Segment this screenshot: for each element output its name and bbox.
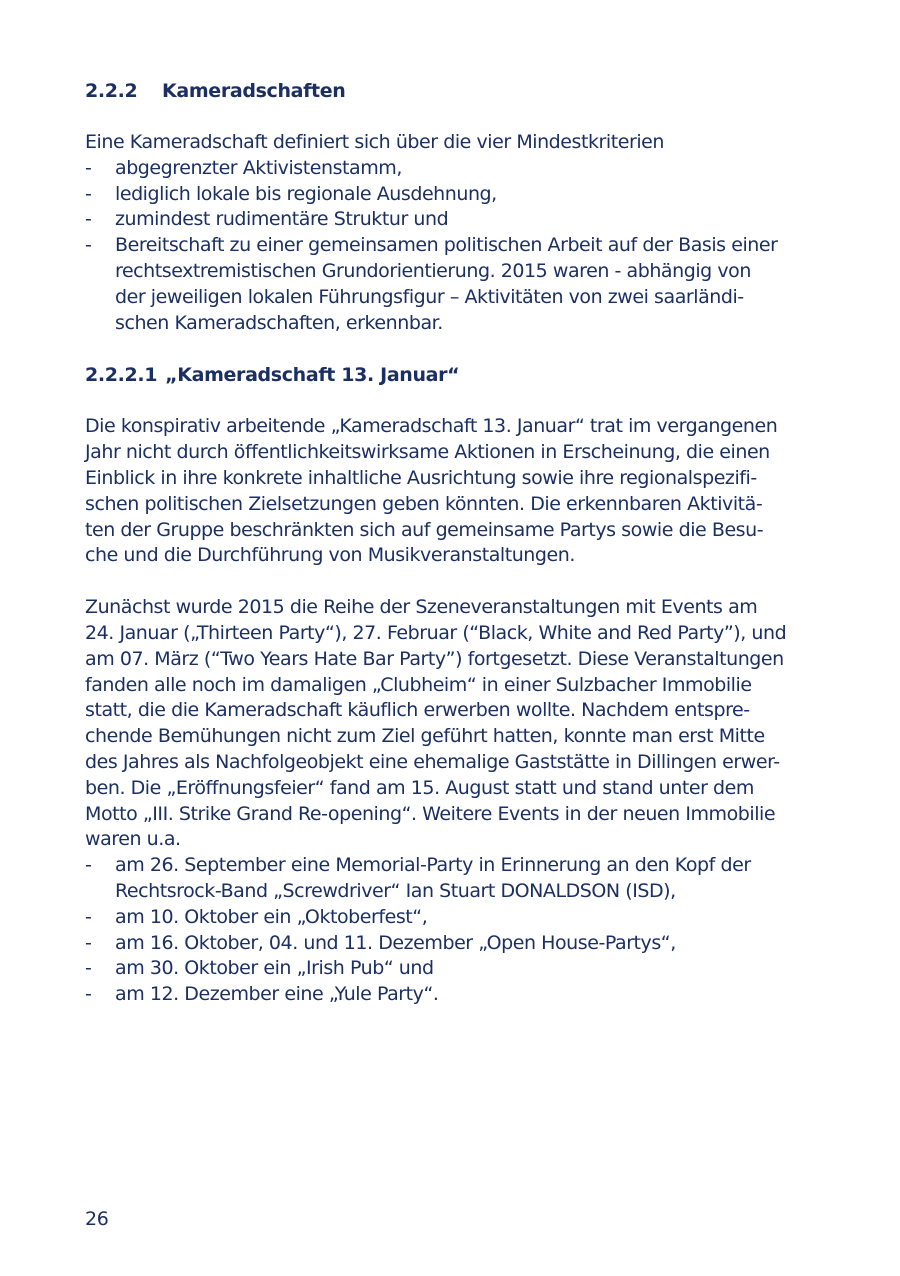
- paragraph-line: 24. Januar („Thirteen Party“), 27. Februar (“Black, White and Red Party”), und: [85, 621, 787, 644]
- paragraph-line: chende Bemühungen nicht zum Ziel geführt hatten, konnte man erst Mitte: [85, 725, 765, 748]
- criteria-item: [85, 156, 815, 182]
- paragraph-line: waren u.a.: [85, 828, 181, 851]
- paragraph-line: ben. Die „Eröffnungsfeier“ fand am 15. August statt und stand unter dem: [85, 776, 754, 799]
- criteria-continuation: rechtsextremistischen Grundorientierung. 2015 waren - abhängig von: [115, 259, 751, 282]
- paragraph-line: am 07. März (“Two Years Hate Bar Party”) fortgesetzt. Diese Veranstaltungen: [85, 647, 784, 670]
- paragraph-line: Motto „III. Strike Grand Re-opening“. Weitere Events in der neuen Immobilie: [85, 802, 776, 825]
- section-number: 2.2.2: [85, 80, 138, 102]
- document-page: [85, 78, 815, 1008]
- bullet-dash: -: [85, 957, 92, 980]
- criteria-text: lediglich lokale bis regionale Ausdehnung,: [115, 182, 497, 205]
- bullet-dash: -: [85, 208, 92, 231]
- bullet-dash: -: [85, 234, 92, 257]
- paragraph-line: Einblick in ihre konkrete inhaltliche Ausrichtung sowie ihre regionalspezifi-: [85, 466, 757, 489]
- paragraph-2: [85, 595, 815, 853]
- events-list: [85, 853, 815, 1008]
- bullet-dash: -: [85, 182, 92, 205]
- criteria-text: abgegrenzter Aktivistenstamm,: [115, 156, 402, 179]
- event-text: am 30. Oktober ein „Irish Pub“ und: [115, 957, 434, 980]
- event-item: [85, 931, 815, 957]
- event-text: am 10. Oktober ein „Oktoberfest“,: [115, 905, 428, 928]
- event-item: [85, 905, 815, 931]
- event-item: [85, 956, 815, 982]
- paragraph-line: fanden alle noch im damaligen „Clubheim“ in einer Sulzbacher Immobilie: [85, 673, 752, 696]
- criteria-text: Bereitschaft zu einer gemeinsamen politischen Arbeit auf der Basis einer: [115, 234, 778, 257]
- bullet-dash: -: [85, 983, 92, 1006]
- event-text: am 26. September eine Memorial-Party in Erinnerung an den Kopf der: [115, 854, 751, 877]
- event-item: [85, 982, 815, 1008]
- subsection-number: 2.2.2.1: [85, 364, 158, 387]
- event-text: am 16. Oktober, 04. und 11. Dezember „Open House-Partys“,: [115, 931, 676, 954]
- section-intro: Eine Kameradschaft definiert sich über die vier Mindestkriterien: [85, 131, 664, 153]
- paragraph-1: [85, 414, 815, 569]
- bullet-dash: -: [85, 156, 92, 179]
- bullet-dash: -: [85, 854, 92, 877]
- page-number: 26: [85, 1208, 109, 1230]
- subsection-heading: [85, 362, 815, 388]
- bullet-dash: -: [85, 905, 92, 928]
- criteria-item: [85, 233, 815, 259]
- paragraph-line: Zunächst wurde 2015 die Reihe der Szeneveranstaltungen mit Events am: [85, 596, 758, 619]
- criteria-continuation: der jeweiligen lokalen Führungsfigur – Aktivitäten von zwei saarländi-: [115, 285, 744, 308]
- paragraph-line: schen politischen Zielsetzungen geben könnten. Die erkennbaren Aktivitä-: [85, 492, 763, 515]
- section-heading: [85, 78, 815, 104]
- paragraph-line: Jahr nicht durch öffentlichkeitswirksame Aktionen in Erscheinung, die einen: [85, 441, 770, 464]
- criteria-text: zumindest rudimentäre Struktur und: [115, 208, 449, 231]
- paragraph-line: che und die Durchführung von Musikveranstaltungen.: [85, 544, 575, 567]
- criteria-item: [85, 182, 815, 208]
- section-title: Kameradschaften: [162, 80, 346, 102]
- paragraph-line: statt, die die Kameradschaft käuflich erwerben wollte. Nachdem entspre-: [85, 699, 750, 722]
- paragraph-line: des Jahres als Nachfolgeobjekt eine ehemalige Gaststätte in Dillingen erwer-: [85, 750, 780, 773]
- subsection-title: „Kameradschaft 13. Januar“: [165, 364, 460, 387]
- criteria-continuation: schen Kameradschaften, erkennbar.: [115, 311, 443, 334]
- event-text: am 12. Dezember eine „Yule Party“.: [115, 983, 439, 1006]
- event-item: [85, 853, 815, 879]
- paragraph-line: ten der Gruppe beschränkten sich auf gemeinsame Partys sowie die Besu-: [85, 518, 764, 541]
- bullet-dash: -: [85, 931, 92, 954]
- event-continuation: Rechtsrock-Band „Screwdriver“ Ian Stuart DONALDSON (ISD),: [115, 879, 676, 902]
- paragraph-line: Die konspirativ arbeitende „Kameradschaft 13. Januar“ trat im vergangenen: [85, 415, 778, 438]
- criteria-item: [85, 207, 815, 233]
